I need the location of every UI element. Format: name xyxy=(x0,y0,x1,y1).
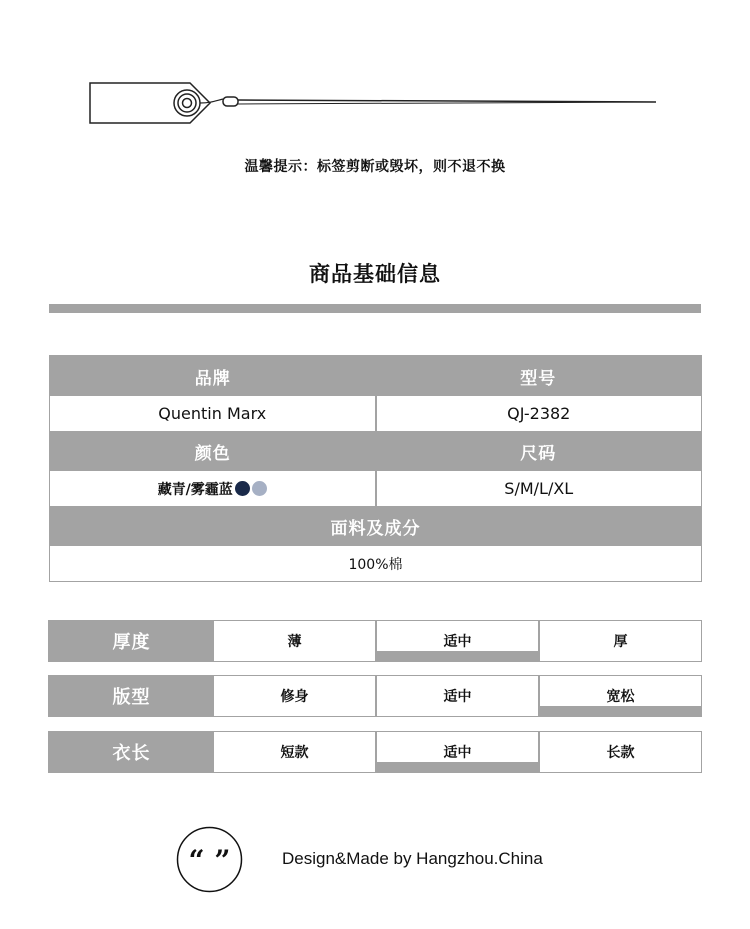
tag-warning-notice: 温馨提示：标签剪断或毁坏，则不退不换 xyxy=(244,159,506,175)
scale-label: 厚度 xyxy=(49,621,214,661)
haze-blue-swatch xyxy=(252,481,267,496)
model-label: 型号 xyxy=(376,356,702,396)
model-value: QJ-2382 xyxy=(375,396,702,431)
scale-option: 宽松 xyxy=(538,676,701,716)
scale-option: 短款 xyxy=(214,732,375,772)
info-header-row xyxy=(50,431,701,471)
quote-icon xyxy=(176,826,243,893)
color-label: 颜色 xyxy=(50,431,376,471)
info-value-row xyxy=(50,396,701,431)
brand-value: Quentin Marx xyxy=(50,396,375,431)
color-value: 藏青/雾霾蓝 xyxy=(157,481,233,498)
scale-label: 版型 xyxy=(49,676,214,716)
scale-label: 衣长 xyxy=(49,732,214,772)
scale-option: 修身 xyxy=(214,676,375,716)
info-value-row xyxy=(50,471,701,506)
color-value-cell xyxy=(50,471,375,506)
section-title: 商品基础信息 xyxy=(309,262,441,286)
thickness-scale xyxy=(48,620,702,662)
scale-option: 适中 xyxy=(375,732,538,772)
footer-credit: Design&Made by Hangzhou.China xyxy=(282,849,543,868)
scale-option: 厚 xyxy=(538,621,701,661)
info-header-row xyxy=(50,506,701,546)
scale-option: 长款 xyxy=(538,732,701,772)
material-value: 100%棉 xyxy=(50,546,701,581)
scale-option: 适中 xyxy=(375,676,538,716)
info-header-row xyxy=(50,356,701,396)
product-info-table xyxy=(49,355,702,582)
size-value: S/M/L/XL xyxy=(375,471,702,506)
size-label: 尺码 xyxy=(376,431,702,471)
length-scale xyxy=(48,731,702,773)
info-value-row xyxy=(50,546,701,581)
quote-mark: “ ” xyxy=(188,844,231,877)
scale-option: 适中 xyxy=(375,621,538,661)
hang-tag-illustration xyxy=(85,75,665,133)
fit-scale xyxy=(48,675,702,717)
material-label: 面料及成分 xyxy=(50,506,701,546)
scale-option: 薄 xyxy=(214,621,375,661)
brand-label: 品牌 xyxy=(50,356,376,396)
title-divider-bar xyxy=(49,304,701,313)
navy-swatch xyxy=(235,481,250,496)
